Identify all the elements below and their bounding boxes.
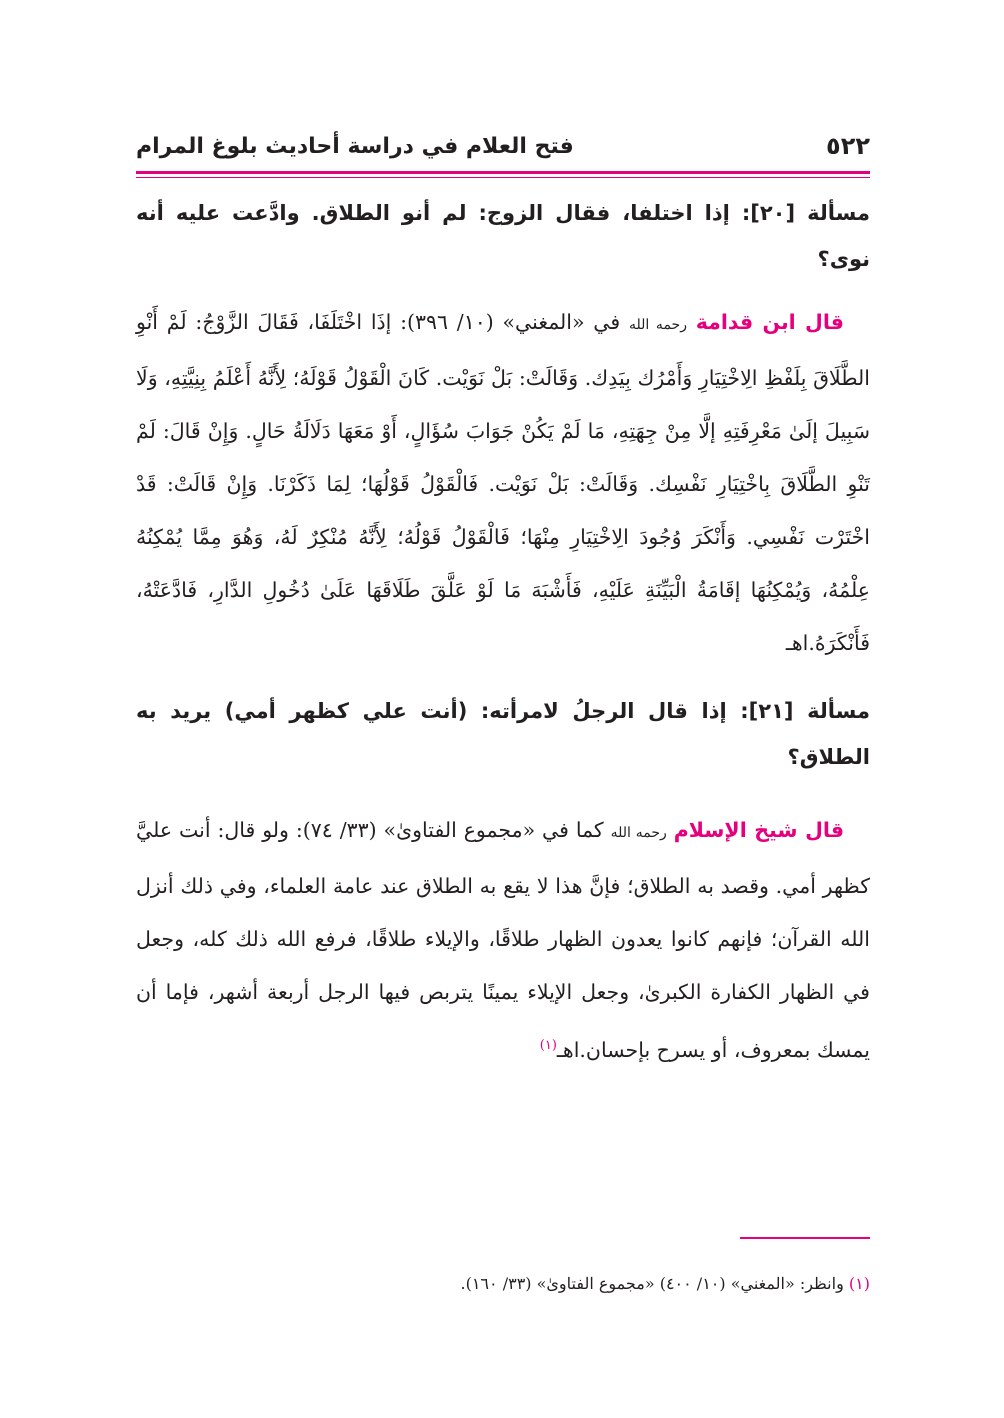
main-text	[136, 190, 870, 1077]
issue-20-speaker: قال ابن قدامة	[695, 310, 844, 334]
honorific-text: رحمه الله	[628, 317, 687, 333]
issue-20-text: في «المغني» (١٠/ ٣٩٦): إذَا اخْتَلَفَا، فَقَالَ الزَّوْجُ: لَمْ أَنْوِ الطَّلَاقَ بِلَفْظِ الِاخْتِيَارِ وَأَمْرُك بِيَدِك. وَقَالَتْ: بَلْ نَوَيْت. كَانَ الْقَوْلُ قَوْلَهُ؛ لِأَنَّهُ أَعْلَمُ بِنِيَّتِهِ، وَلَا سَبِيلَ إلَىٰ مَعْرِفَتِهِ إلَّا مِنْ جِهَتِهِ، مَا لَمْ يَكُنْ جَوَابَ سُؤَالٍ، أَوْ مَعَهَا دَلَالَةُ حَالٍ. وَإِنْ قَالَ: لَمْ تَنْوِ الطَّلَاقَ بِاخْتِيَارِ نَفْسِك. وَقَالَتْ: بَلْ نَوَيْت. فَالْقَوْلُ قَوْلُهَا؛ لِمَا ذَكَرْنَا. وَإِنْ قَالَتْ: قَدْ اخْتَرْت نَفْسِي. وَأَنْكَرَ وُجُودَ الِاخْتِيَارِ مِنْهَا؛ فَالْقَوْلُ قَوْلُهُ؛ لِأَنَّهُ مُنْكِرٌ لَهُ، وَهُوَ مِمَّا يُمْكِنُهُ عِلْمُهُ، وَيُمْكِنُهَا إقَامَةُ الْبَيِّنَةِ عَلَيْهِ، فَأَشْبَهَ مَا لَوْ عَلَّقَ طَلَاقَهَا عَلَىٰ دُخُولِ الدَّارِ، فَادَّعَتْهُ، فَأَنْكَرَهُ.اهـ	[136, 310, 870, 655]
issue-20-heading: مسألة [٢٠]: إذا اختلفا، فقال الزوج: لم أنو الطلاق. وادَّعت عليه أنه نوى؟	[136, 201, 870, 271]
footnote	[136, 1270, 870, 1298]
issue-21-heading: مسألة [٢١]: إذا قال الرجلُ لامرأته: (أنت علي كظهر أمي) يريد به الطلاق؟	[136, 699, 870, 769]
header-rule-thick	[136, 171, 870, 174]
footnote-text: وانظر: «المغني» (١٠/ ٤٠٠) «مجموع الفتاوىٰ» (٣٣/ ١٦٠).	[460, 1274, 844, 1293]
issue-20-paragraph	[136, 296, 870, 670]
issue-21-speaker: قال شيخ الإسلام	[673, 818, 844, 842]
issue-21-text: كما في «مجموع الفتاوىٰ» (٣٣/ ٧٤): ولو قال: أنت عليَّ كظهر أمي. وقصد به الطلاق؛ فإنَّ هذا لا يقع به الطلاق عند عامة العلماء، وفي ذلك أنزل الله القرآن؛ فإنهم كانوا يعدون الظهار طلاقًا، والإيلاء طلاقًا، فرفع الله ذلك كله، وجعل في الظهار الكفارة الكبرىٰ، وجعل الإيلاء يمينًا يتربص فيها الرجل أربعة أشهر، فإما أن يمسك بمعروف، أو يسرح بإحسان.اهـ	[136, 818, 870, 1062]
footnote-separator	[740, 1237, 870, 1239]
book-title: فتح العلام في دراسة أحاديث بلوغ المرام	[136, 133, 574, 159]
running-header	[136, 126, 870, 166]
header-rule-thin	[136, 177, 870, 178]
honorific-text: رحمه الله	[610, 825, 667, 841]
issue-21-paragraph	[136, 804, 870, 1077]
page-number: ٥٢٢	[826, 132, 870, 160]
footnote-reference[interactable]: (١)	[539, 1038, 557, 1053]
footnote-number: (١)	[848, 1274, 870, 1293]
